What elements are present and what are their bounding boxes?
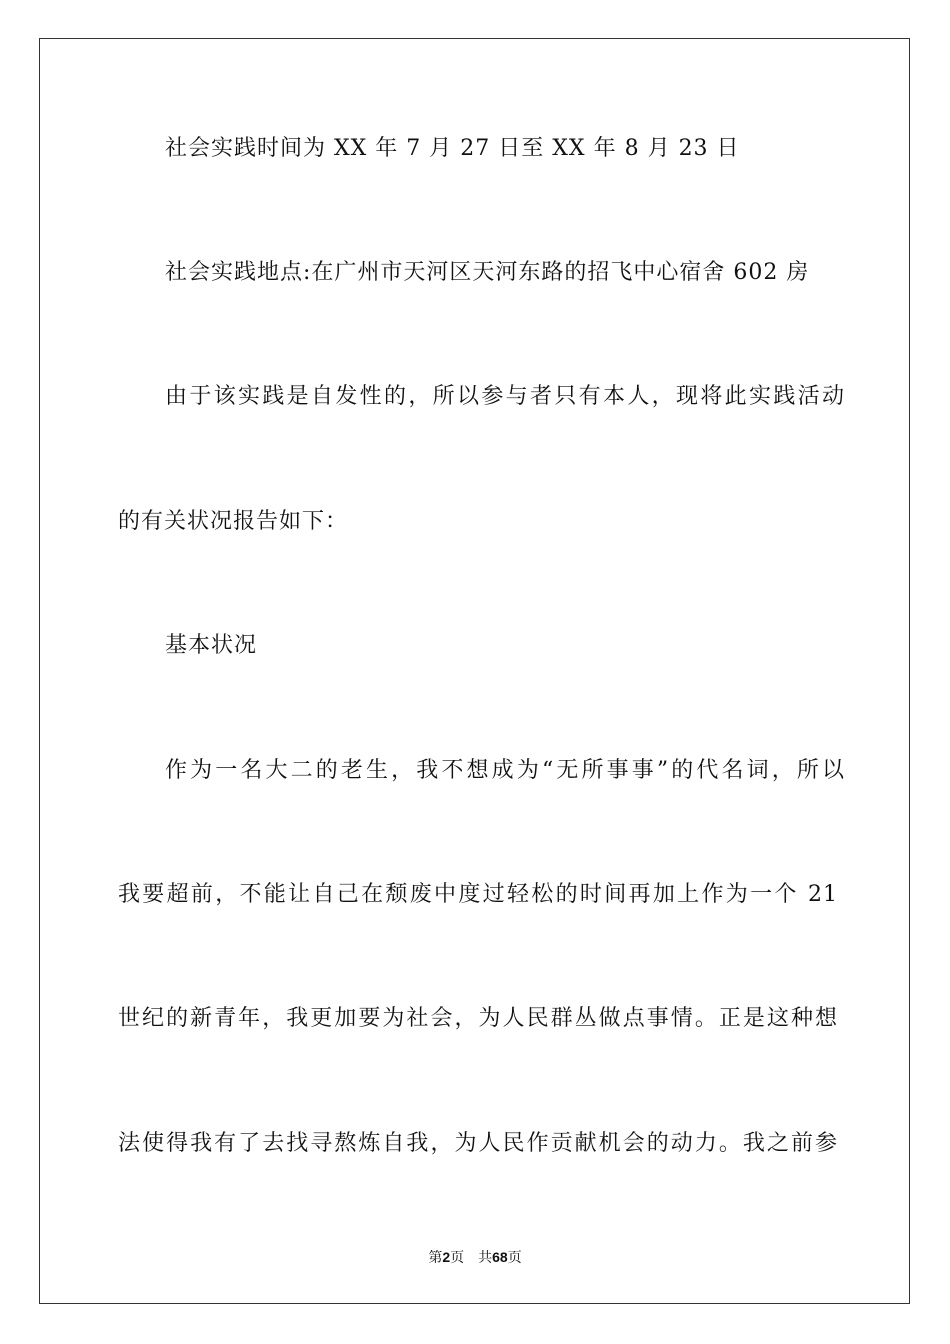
footer-page-number: 2 [442, 1249, 451, 1265]
text-line-paragraph-2d: 法使得我有了去找寻熬炼自我，为人民作贡献机会的动力。我之前参 [118, 1131, 838, 1156]
text-line-paragraph-1a: 由于该实践是自发性的，所以参与者只有本人，现将此实践活动 [165, 384, 845, 409]
footer-page-prefix: 第 [428, 1250, 443, 1266]
text-line-paragraph-2b: 我要超前，不能让自己在颓废中度过轻松的时间再加上作为一个 21 [118, 882, 838, 907]
text-line-practice-location: 社会实践地点:在广州市天河区天河东路的招飞中心宿舍 602 房 [165, 260, 810, 285]
footer-total-suffix: 页 [507, 1250, 522, 1266]
text-line-paragraph-2c: 世纪的新青年，我更加要为社会，为人民群丛做点事情。正是这种想 [118, 1006, 838, 1031]
section-heading-basic-situation: 基本状况 [165, 633, 258, 658]
footer-total-prefix: 共 [478, 1250, 493, 1266]
text-line-paragraph-2a: 作为一名大二的老生，我不想成为“无所事事”的代名词，所以 [165, 758, 845, 783]
footer-total-pages: 68 [492, 1249, 508, 1265]
text-line-practice-time: 社会实践时间为 XX 年 7 月 27 日至 XX 年 8 月 23 日 [165, 136, 740, 161]
text-line-paragraph-1b: 的有关状况报告如下： [118, 509, 349, 534]
page-footer [0, 1248, 950, 1267]
footer-page-suffix: 页 [450, 1250, 465, 1266]
page-border [39, 38, 910, 1304]
